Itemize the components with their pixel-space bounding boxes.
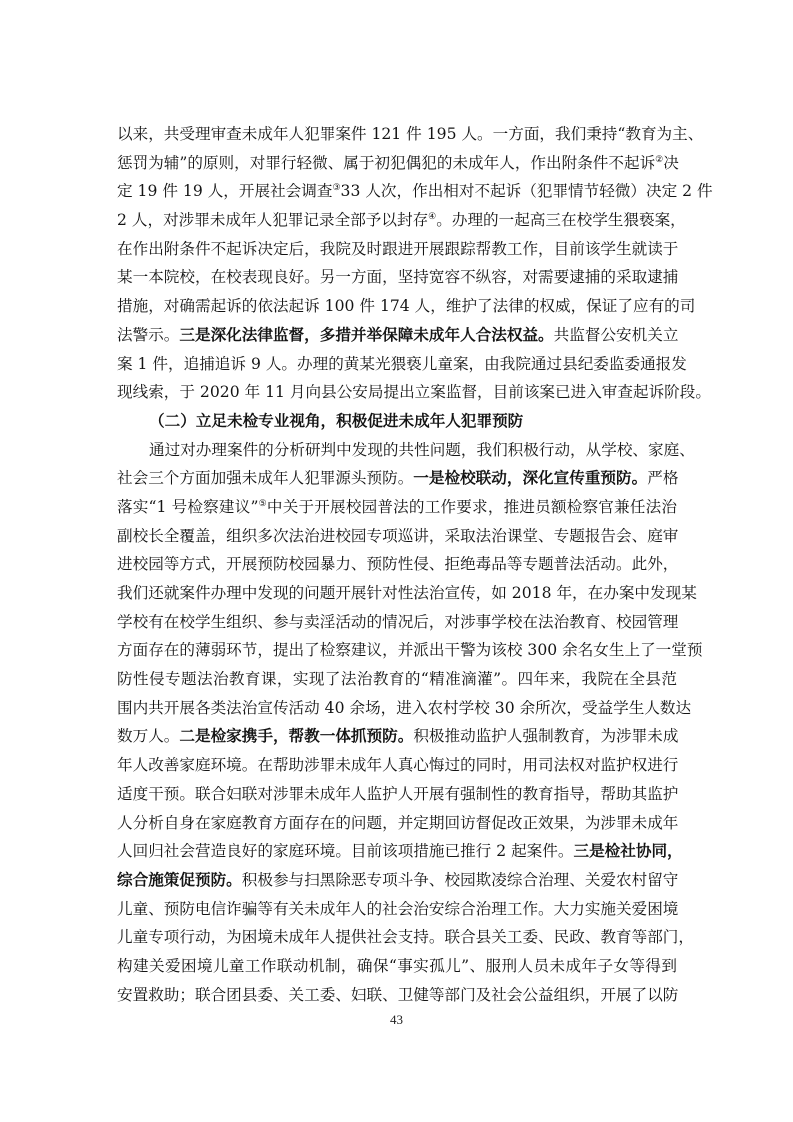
text-run: 进校园等方式，开展预防校园暴力、预防性侵、拒绝毒品等专题普法活动。此外， [117, 555, 679, 574]
text-line [117, 780, 677, 809]
text-line [117, 493, 677, 522]
text-run: 积极推动监护人强制教育，为涉罪未成 [413, 727, 679, 746]
bold-subheading: 一是检校联动，深化宣传重预防。 [413, 468, 648, 488]
text-line [117, 809, 677, 838]
text-run: 现线索，于 2020 年 11 月向县公安局提出立案监督，目前该案已进入审查起诉阶段。 [117, 383, 711, 402]
text-line [117, 608, 677, 637]
text-run: 。办理的一起高三在校学生猥亵案， [436, 211, 686, 230]
text-line [117, 694, 692, 723]
text-run: 中关于开展校园普法的工作要求，推进员额检察官兼任法治 [266, 497, 677, 516]
bold-subheading: 综合施策促预防。 [117, 869, 242, 889]
text-line [117, 149, 677, 178]
page-number: 43 [390, 1012, 403, 1027]
text-line [117, 464, 677, 493]
bold-subheading: 三是深化法律监督，多措并举保障未成年人合法权益。 [179, 324, 554, 344]
text-run: 我们还就案件办理中发现的问题开展针对性法治宣传，如 2018 年，在办案中发现某 [117, 584, 697, 602]
text-run: 措施，对确需起诉的依法起诉 100 件 174 人，维护了法律的权威，保证了应有的司 [117, 297, 696, 316]
text-run: 通过对办理案件的分析研判中发现的共性问题，我们积极行动，从学校、家庭、 [149, 440, 695, 459]
bold-subheading: 二是检家携手，帮教一体抓预防。 [179, 726, 414, 746]
text-run: 方面存在的薄弱环节，提出了检察建议，并派出干警为该校 300 余名女生上了一堂预 [117, 641, 703, 660]
text-run: 严格 [647, 469, 679, 488]
text-run: 适度干预。联合妇联对涉罪未成年人监护人开展有强制性的教育指导，帮助其监护 [117, 784, 679, 803]
text-line [117, 895, 677, 924]
text-line [117, 235, 677, 264]
text-line [117, 263, 677, 292]
footnote-marker[interactable]: ② [655, 154, 664, 165]
text-line [117, 722, 677, 751]
text-run: 围内共开展各类法治宣传活动 40 余场，进入农村学校 30 余所次，受益学生人数达 [117, 698, 692, 717]
bold-subheading: 三是检社协同， [573, 841, 683, 861]
text-line [117, 952, 677, 981]
text-line [117, 751, 677, 780]
text-run: 落实“1 号检察建议” [117, 497, 259, 516]
text-line [117, 120, 704, 149]
text-line [117, 436, 695, 465]
footnote-marker[interactable]: ③ [332, 183, 341, 194]
text-run: 副校长全覆盖，组织多次法治进校园专项巡讲，采取法治课堂、专题报告会、庭审 [117, 526, 679, 545]
text-line [117, 923, 694, 952]
section-heading: （二）立足未检专业视角，积极促进未成年人犯罪预防 [149, 410, 524, 430]
text-line [117, 981, 677, 1010]
text-run: 儿童、预防电信诈骗等有关未成年人的社会治安综合治理工作。大力实施关爱困境 [117, 899, 679, 918]
text-line [117, 321, 677, 350]
text-line [117, 206, 686, 235]
text-line [117, 866, 677, 895]
body-text [117, 120, 713, 1009]
text-run: 33 人次，作出相对不起诉（犯罪情节轻微）决定 2 件 [340, 182, 713, 201]
text-run: 安置救助；联合团县委、关工委、妇联、卫健等部门及社会公益组织，开展了以防 [117, 985, 679, 1004]
text-run: 以来，共受理审查未成年人犯罪案件 121 件 195 人。一方面，我们秉持“教育为主、 [117, 125, 704, 143]
text-line [117, 378, 711, 407]
text-run: 定 19 件 19 人，开展社会调查 [117, 182, 333, 201]
text-run: 共监督公安机关立 [553, 325, 679, 344]
text-line [117, 636, 703, 665]
text-line [117, 177, 713, 206]
footnote-marker[interactable]: ⑤ [258, 498, 267, 509]
text-line [117, 550, 677, 579]
text-run: 社会三个方面加强未成年人犯罪源头预防。 [117, 469, 414, 488]
text-run: 在作出附条件不起诉决定后，我院及时跟进开展跟踪帮教工作，目前该学生就读于 [117, 239, 679, 258]
text-run: 构建关爱困境儿童工作联动机制，确保“事实孤儿”、服刑人员未成年子女等得到 [117, 956, 677, 975]
footnote-marker[interactable]: ④ [428, 212, 437, 223]
text-run: 学校有在校学生组织、参与卖淫活动的情况后，对涉事学校在法治教育、校园管理 [117, 612, 679, 631]
text-line [117, 665, 677, 694]
text-line [117, 837, 683, 866]
text-run: 2 人，对涉罪未成年人犯罪记录全部予以封存 [117, 211, 429, 230]
text-run: 年人改善家庭环境。在帮助涉罪未成年人真心悔过的同时，用司法权对监护权进行 [117, 756, 679, 775]
text-line [117, 522, 677, 551]
text-line [117, 292, 696, 321]
text-run: 数万人。 [117, 727, 180, 746]
text-run: 儿童专项行动，为困境未成年人提供社会支持。联合县关工委、民政、教育等部门， [117, 928, 694, 947]
text-line [117, 579, 697, 608]
text-run: 积极参与扫黑除恶专项斗争、校园欺凌综合治理、关爱农村留守 [241, 870, 679, 889]
text-run: 案 1 件，追捕追诉 9 人。办理的黄某光猥亵儿童案，由我院通过县纪委监委通报发 [117, 354, 687, 373]
text-run: 人分析自身在家庭教育方面存在的问题，并定期回访督促改正效果，为涉罪未成年 [117, 813, 679, 832]
text-run: 人回归社会营造良好的家庭环境。目前该项措施已推行 2 起案件。 [117, 842, 574, 861]
text-run: 决 [663, 153, 679, 172]
text-run: 惩罚为辅”的原则，对罪行轻微、属于初犯偶犯的未成年人，作出附条件不起诉 [117, 153, 656, 172]
text-line [117, 350, 687, 379]
text-run: 防性侵专题法治教育课，实现了法治教育的“精准滴灌”。四年来，我院在全县范 [117, 670, 677, 689]
text-run: 法警示。 [117, 325, 180, 344]
text-run: 某一本院校，在校表现良好。另一方面，坚持宽容不纵容，对需要逮捕的采取逮捕 [117, 268, 679, 287]
